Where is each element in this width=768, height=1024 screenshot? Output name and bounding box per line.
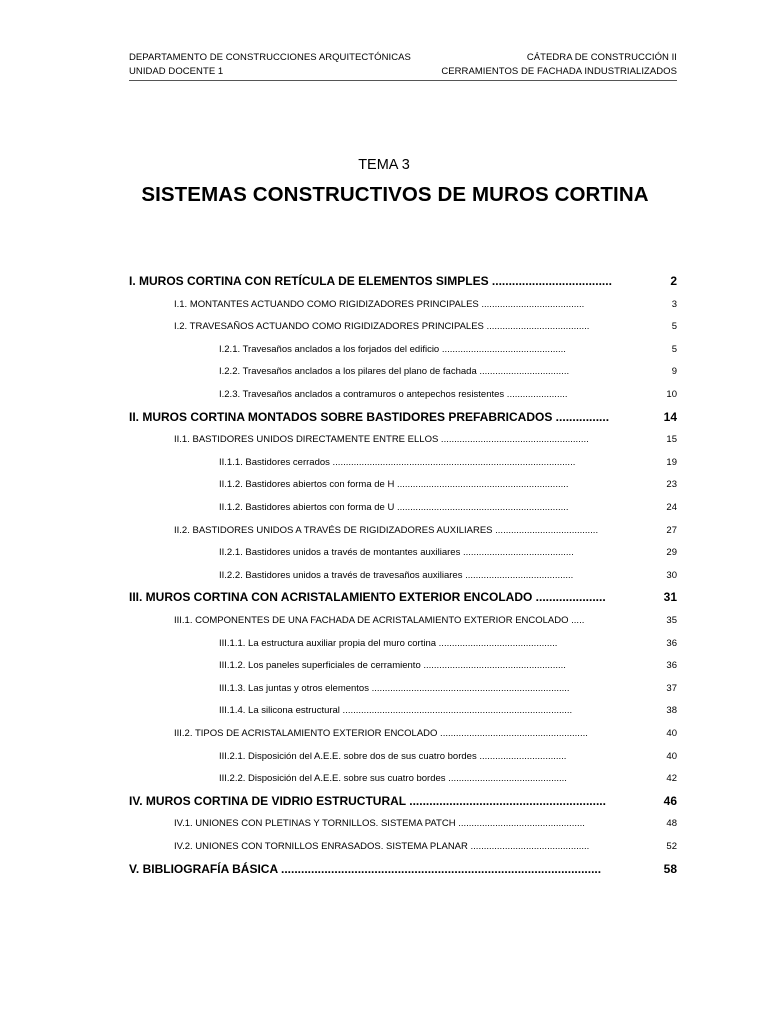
toc-entry-page: 19 (666, 456, 677, 468)
toc-entry-page: 5 (671, 343, 677, 355)
toc-entry[interactable] (129, 634, 677, 654)
toc-entry[interactable] (129, 453, 677, 473)
toc-entry-title: IV.2. UNIONES CON TORNILLOS ENRASADOS. SISTEMA PLANAR ............................................. (174, 841, 590, 852)
header-chair: CÁTEDRA DE CONSTRUCCIÓN II (526, 52, 677, 63)
toc-entry-page: 36 (666, 637, 677, 649)
toc-entry[interactable] (129, 340, 677, 360)
toc-entry-title: II.1.2. Bastidores abiertos con forma de H ................................................................. (219, 479, 569, 491)
toc-entry[interactable] (129, 430, 677, 450)
toc-entry-page: 9 (671, 366, 677, 378)
header-unit: UNIDAD DOCENTE 1 (129, 65, 224, 77)
toc-entry-page: 30 (666, 569, 677, 581)
toc-entry[interactable] (129, 498, 677, 518)
toc-entry-title: I.2.2. Travesaños anclados a los pilares del plano de fachada .................................. (219, 366, 570, 378)
toc-entry[interactable] (129, 566, 677, 586)
toc-entry-page: 36 (666, 660, 677, 672)
toc-entry-title: III.1.1. La estructura auxiliar propia del muro cortina ............................................. (219, 637, 558, 649)
header-subject: CERRAMIENTOS DE FACHADA INDUSTRIALIZADOS (441, 65, 677, 77)
header-department: DEPARTAMENTO DE CONSTRUCCIONES ARQUITECTÓNICAS (129, 52, 411, 63)
toc-entry-title: I.2.1. Travesaños anclados a los forjados del edificio ............................................... (219, 343, 566, 355)
toc-entry[interactable] (129, 792, 677, 812)
toc-entry-title: III.2. TIPOS DE ACRISTALAMIENTO EXTERIOR ENCOLADO ........................................................ (174, 728, 588, 739)
toc-entry-page: 52 (666, 841, 677, 852)
toc-entry-title: IV.1. UNIONES CON PLETINAS Y TORNILLOS. SISTEMA PATCH ................................................ (174, 818, 585, 830)
toc-entry[interactable] (129, 588, 677, 608)
toc-entry-title: I.2. TRAVESAÑOS ACTUANDO COMO RIGIDIZADORES PRINCIPALES ....................................... (174, 321, 590, 333)
toc-entry-title: I.2.3. Travesaños anclados a contramuros o antepechos resistentes ....................... (219, 389, 568, 400)
toc-entry[interactable] (129, 837, 677, 857)
toc-entry-title: III.1.4. La silicona estructural ....................................................................................... (219, 705, 573, 717)
toc-entry[interactable] (129, 701, 677, 721)
toc-entry-page: 40 (666, 750, 677, 762)
toc-entry-title: II.1.1. Bastidores cerrados ............................................................................................ (219, 456, 576, 468)
toc-entry-title: I. MUROS CORTINA CON RETÍCULA DE ELEMENTOS SIMPLES .................................... (129, 274, 612, 288)
toc-entry[interactable] (129, 521, 677, 541)
toc-entry[interactable] (129, 656, 677, 676)
toc-entry-page: 29 (666, 547, 677, 559)
toc-entry-page: 58 (663, 861, 677, 876)
toc-entry-title: III.2.1. Disposición del A.E.E. sobre dos de sus cuatro bordes ................................. (219, 750, 567, 762)
toc-entry-title: V. BIBLIOGRAFÍA BÁSICA ................................................................................................ (129, 861, 602, 876)
toc-entry-title: III.2.2. Disposición del A.E.E. sobre sus cuatro bordes ............................................. (219, 773, 567, 785)
toc-entry-page: 24 (666, 502, 677, 513)
toc-entry-title: I.1. MONTANTES ACTUANDO COMO RIGIDIZADORES PRINCIPALES ....................................... (174, 298, 585, 310)
toc-entry-title: II. MUROS CORTINA MONTADOS SOBRE BASTIDORES PREFABRICADOS ................ (129, 409, 610, 424)
toc-entry[interactable] (129, 543, 677, 563)
toc-entry[interactable] (129, 814, 677, 834)
toc-entry[interactable] (129, 408, 677, 428)
toc-entry-page: 46 (663, 793, 677, 808)
toc-entry-title: II.1. BASTIDORES UNIDOS DIRECTAMENTE ENTRE ELLOS ........................................................ (174, 434, 589, 446)
page-header (129, 51, 677, 78)
toc-entry[interactable] (129, 769, 677, 789)
toc-entry-page: 15 (666, 434, 677, 446)
toc-entry-title: II.2.2. Bastidores unidos a través de travesaños auxiliares ......................................... (219, 569, 574, 581)
toc-entry-page: 40 (666, 728, 677, 739)
toc-entry[interactable] (129, 611, 677, 631)
toc-entry-title: III. MUROS CORTINA CON ACRISTALAMIENTO EXTERIOR ENCOLADO ..................... (129, 590, 606, 605)
toc-entry-title: III.1.3. Las juntas y otros elementos ........................................................................... (219, 682, 570, 694)
toc-entry-title: III.1.2. Los paneles superficiales de cerramiento ...................................................... (219, 660, 566, 672)
toc-entry-title: III.1. COMPONENTES DE UNA FACHADA DE ACRISTALAMIENTO EXTERIOR ENCOLADO ..... (174, 615, 585, 626)
toc-entry-page: 48 (666, 818, 677, 830)
toc-entry-page: 23 (666, 479, 677, 491)
toc-entry-page: 31 (663, 590, 677, 605)
toc-entry[interactable] (129, 317, 677, 337)
toc-entry-title: IV. MUROS CORTINA DE VIDRIO ESTRUCTURAL ........................................................... (129, 793, 606, 808)
toc-entry[interactable] (129, 747, 677, 767)
header-rule (129, 80, 677, 81)
toc-entry[interactable] (129, 272, 677, 292)
toc-entry[interactable] (129, 860, 677, 880)
toc-entry-page: 35 (666, 615, 677, 626)
toc-entry-page: 27 (666, 524, 677, 536)
toc-entry[interactable] (129, 295, 677, 315)
toc-entry-title: II.2. BASTIDORES UNIDOS A TRAVÉS DE RIGIDIZADORES AUXILIARES ....................................... (174, 524, 599, 536)
toc-entry-page: 38 (666, 705, 677, 717)
toc-entry-page: 10 (666, 389, 677, 400)
toc-entry-page: 3 (671, 298, 677, 310)
toc-entry[interactable] (129, 679, 677, 699)
toc-entry[interactable] (129, 724, 677, 744)
page-title: SISTEMAS CONSTRUCTIVOS DE MUROS CORTINA (141, 183, 649, 206)
toc-entry[interactable] (129, 385, 677, 405)
topic-number: TEMA 3 (358, 157, 410, 173)
toc-entry[interactable] (129, 362, 677, 382)
toc-entry-page: 42 (666, 773, 677, 785)
toc-entry-page: 37 (666, 682, 677, 694)
toc-entry[interactable] (129, 475, 677, 495)
toc-entry-title: II.2.1. Bastidores unidos a través de montantes auxiliares .......................................... (219, 547, 574, 559)
toc-entry-page: 2 (670, 274, 677, 288)
toc-entry-title: II.1.2. Bastidores abiertos con forma de U ................................................................. (219, 502, 569, 513)
toc-entry-page: 14 (663, 409, 677, 424)
toc-entry-page: 5 (671, 321, 677, 333)
